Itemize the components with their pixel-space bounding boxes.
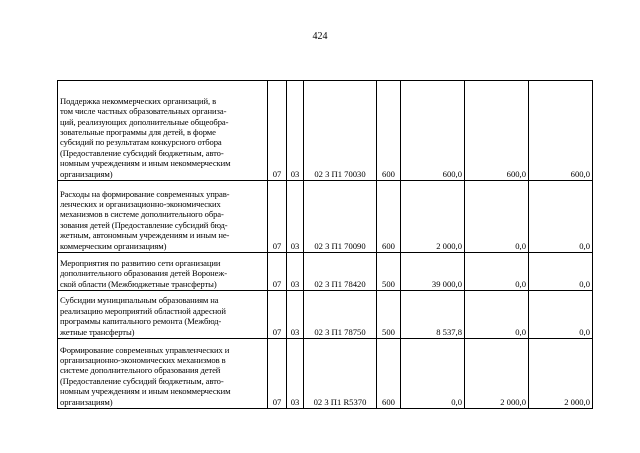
row-name-line: дополнительного образования детей Воронеж-	[60, 268, 227, 279]
amount-year-1: 0,0	[401, 339, 465, 409]
row-name	[58, 181, 268, 253]
target-article-code: 02 3 П1 78750	[304, 291, 377, 339]
target-article-code: 02 3 П1 R5370	[304, 339, 377, 409]
row-name	[58, 291, 268, 339]
row-name	[58, 253, 268, 291]
table-body	[58, 81, 593, 409]
row-name-line: коммерческим организациям)	[60, 240, 167, 251]
row-name-line: субсидий по результатам конкурсного отбора	[60, 137, 222, 148]
subsection-code: 03	[287, 291, 304, 339]
row-name-line: жетные трансферты)	[60, 326, 135, 337]
target-article-code: 02 3 П1 70030	[304, 81, 377, 181]
expense-type-code: 500	[377, 291, 401, 339]
table-row	[58, 181, 593, 253]
amount-year-2: 600,0	[465, 81, 529, 181]
row-name-line: Поддержка некоммерческих организаций, в	[60, 95, 217, 106]
row-name-line: (Предоставление субсидий бюджетным, авто-	[60, 147, 224, 158]
table-row	[58, 253, 593, 291]
section-code: 07	[268, 253, 287, 291]
expense-type-code: 600	[377, 81, 401, 181]
amount-year-3: 600,0	[529, 81, 593, 181]
section-code: 07	[268, 81, 287, 181]
row-name-line: организациям)	[60, 396, 113, 407]
amount-year-3: 0,0	[529, 253, 593, 291]
row-name-line: Субсидии муниципальным образованиям на	[60, 295, 219, 306]
row-name-line: зовательные программы для детей, в форме	[60, 126, 216, 137]
amount-year-3: 0,0	[529, 181, 593, 253]
table-row	[58, 339, 593, 409]
table-row	[58, 291, 593, 339]
row-name-line: номным учреждениям и иным некоммерческим	[60, 386, 231, 397]
row-name-line: Формирование современных управленческих и	[60, 344, 230, 355]
expense-type-code: 500	[377, 253, 401, 291]
subsection-code: 03	[287, 81, 304, 181]
target-article-code: 02 3 П1 78420	[304, 253, 377, 291]
row-name-line: (Предоставление субсидий бюджетным, авто-	[60, 375, 224, 386]
row-name-line: механизмов в системе дополнительного обра-	[60, 209, 224, 220]
row-name-line: ской области (Межбюджетные трансферты)	[60, 278, 217, 289]
section-code: 07	[268, 339, 287, 409]
row-name-line: зования детей (Предоставление субсидий бюд-	[60, 219, 228, 230]
row-name-line: ленческих и организационно-экономических	[60, 198, 221, 209]
amount-year-2: 0,0	[465, 253, 529, 291]
row-name-line: организационно-экономических механизмов в	[60, 354, 226, 365]
row-name-line: номным учреждениям и иным некоммерческим	[60, 158, 231, 169]
expense-type-code: 600	[377, 181, 401, 253]
amount-year-1: 39 000,0	[401, 253, 465, 291]
row-name-line: организациям)	[60, 168, 113, 179]
row-name-line: системе дополнительного образования детей	[60, 365, 221, 376]
subsection-code: 03	[287, 253, 304, 291]
row-name-line: программы капитального ремонта (Межбюд-	[60, 316, 222, 327]
amount-year-2: 2 000,0	[465, 339, 529, 409]
expense-type-code: 600	[377, 339, 401, 409]
row-name-line: жетным, автономным учреждениям и иным не-	[60, 230, 230, 241]
amount-year-3: 2 000,0	[529, 339, 593, 409]
budget-table	[57, 80, 593, 409]
amount-year-1: 8 537,8	[401, 291, 465, 339]
row-name-line: том числе частных образовательных организа-	[60, 106, 227, 117]
page-number: 424	[312, 31, 328, 42]
row-name-line: Мероприятия по развитию сети организации	[60, 257, 221, 268]
row-name	[58, 81, 268, 181]
amount-year-3: 0,0	[529, 291, 593, 339]
amount-year-2: 0,0	[465, 181, 529, 253]
target-article-code: 02 3 П1 70090	[304, 181, 377, 253]
section-code: 07	[268, 291, 287, 339]
section-code: 07	[268, 181, 287, 253]
amount-year-1: 600,0	[401, 81, 465, 181]
table-row	[58, 81, 593, 181]
row-name-line: Расходы на формирование современных управ-	[60, 188, 230, 199]
row-name-line: реализацию мероприятий областной адресной	[60, 305, 226, 316]
row-name	[58, 339, 268, 409]
amount-year-1: 2 000,0	[401, 181, 465, 253]
subsection-code: 03	[287, 181, 304, 253]
subsection-code: 03	[287, 339, 304, 409]
row-name-line: ций, реализующих дополнительные общеобра-	[60, 116, 229, 127]
amount-year-2: 0,0	[465, 291, 529, 339]
